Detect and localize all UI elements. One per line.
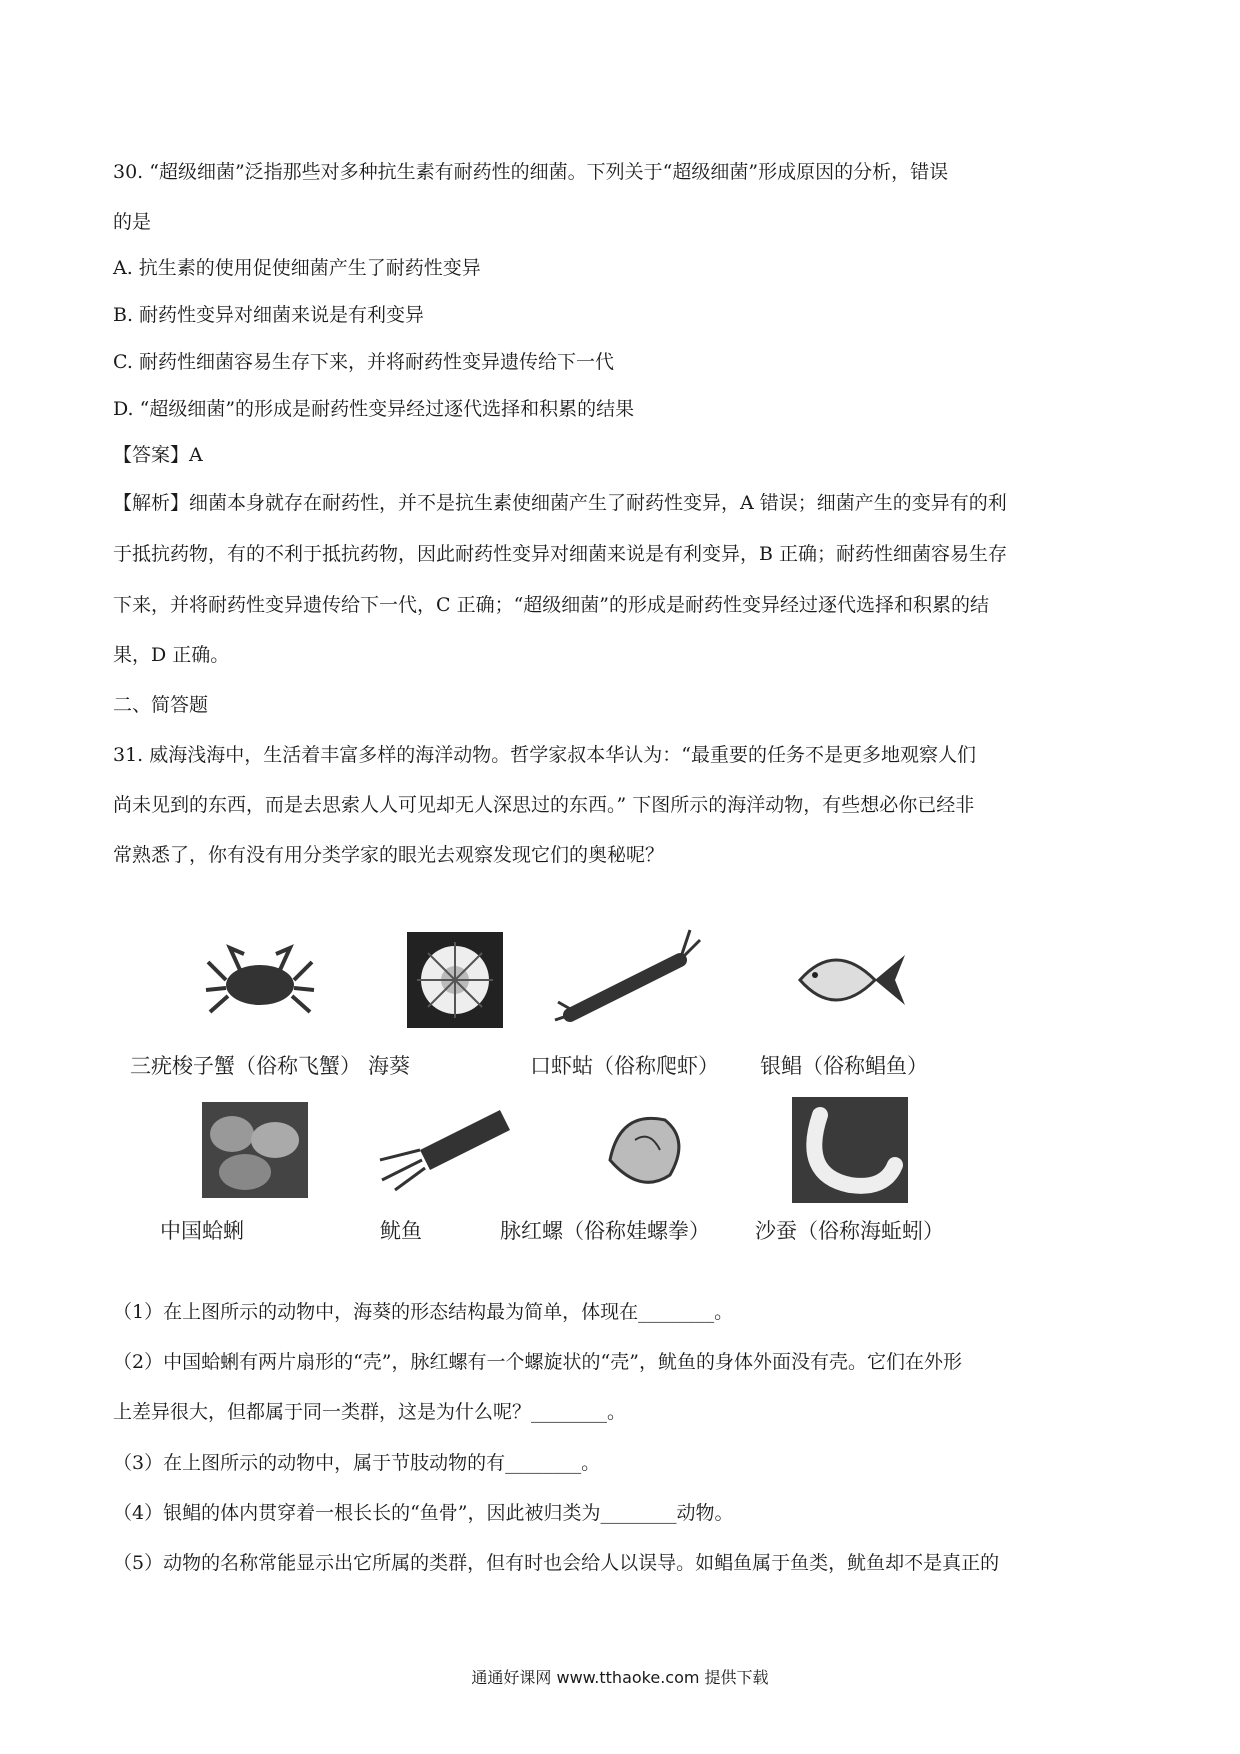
q30-analysis-line4: 果，D 正确。 [113,644,230,666]
q31-sub5: （5）动物的名称常能显示出它所属的类群，但有时也会给人以误导。如鲳鱼属于鱼类，鱿鱼却不是真正的 [113,1552,1000,1574]
squid-image [330,1090,550,1200]
q30-option-b: B. 耐药性变异对细菌来说是有利变异 [113,304,425,326]
caption-whelk: 脉红螺（俗称娃螺拳） [500,1219,710,1243]
caption-clam: 中国蛤蜊 [160,1219,244,1243]
marine-animals-figure [130,940,1090,1270]
mantis-shrimp-image [520,920,740,1030]
q31-sub1: （1）在上图所示的动物中，海葵的形态结构最为简单，体现在________。 [113,1301,734,1323]
q30-option-d: D. “超级细菌”的形成是耐药性变异经过逐代选择和积累的结果 [113,398,635,420]
q31-stem-line1: 31. 威海浅海中，生活着丰富多样的海洋动物。哲学家叔本华认为：“最重要的任务不是更多地观察人们 [113,744,976,766]
section-heading: 二、简答题 [113,694,209,716]
page-footer: 通通好课网 www.tthaoke.com 提供下载 [471,1668,769,1687]
q30-answer: 【答案】A [113,444,203,466]
q31-stem-line2: 尚未见到的东西，而是去思索人人可见却无人深思过的东西。” 下图所示的海洋动物，有些想必你已经非 [113,794,975,816]
q30-option-c: C. 耐药性细菌容易生存下来，并将耐药性变异遗传给下一代 [113,351,614,373]
q30-analysis-line3: 下来，并将耐药性变异遗传给下一代，C 正确；“超级细菌”的形成是耐药性变异经过逐代选择和积累的结 [113,594,990,616]
q31-sub2-line2: 上差异很大，但都属于同一类群，这是为什么呢？________。 [113,1401,627,1423]
sandworm-image [740,1095,960,1205]
crab-image [150,940,370,1030]
q31-stem-line3: 常熟悉了，你有没有用分类学家的眼光去观察发现它们的奥秘呢？ [113,844,665,866]
pomfret-image [740,935,960,1025]
caption-mantis-shrimp: 口虾蛄（俗称爬虾） [530,1054,719,1078]
caption-sandworm: 沙蚕（俗称海蚯蚓） [755,1219,944,1243]
q30-option-a: A. 抗生素的使用促使细菌产生了耐药性变异 [113,257,481,279]
rapa-whelk-image [535,1100,755,1200]
q30-stem-line2: 的是 [113,211,152,233]
q31-sub3: （3）在上图所示的动物中，属于节肢动物的有________。 [113,1452,601,1474]
caption-anemone: 海葵 [368,1054,410,1078]
q31-sub4: （4）银鲳的体内贯穿着一根长长的“鱼骨”，因此被归类为________动物。 [113,1502,734,1524]
caption-pomfret: 银鲳（俗称鲳鱼） [760,1054,928,1078]
caption-squid: 鱿鱼 [380,1219,422,1243]
q31-sub2-line1: （2）中国蛤蜊有两片扇形的“壳”，脉红螺有一个螺旋状的“壳”，鱿鱼的身体外面没有壳。它们在外形 [113,1351,962,1373]
q30-analysis-line1: 【解析】细菌本身就存在耐药性，并不是抗生素使细菌产生了耐药性变异，A 错误；细菌产生的变异有的利 [113,492,1007,514]
caption-crab: 三疣梭子蟹（俗称飞蟹） [130,1054,361,1078]
q30-analysis-line2: 于抵抗药物，有的不利于抵抗药物，因此耐药性变异对细菌来说是有利变异，B 正确；耐药性细菌容易生存 [113,543,1008,565]
q30-stem-line1: 30. “超级细菌”泛指那些对多种抗生素有耐药性的细菌。下列关于“超级细菌”形成原因的分析，错误 [113,161,949,183]
